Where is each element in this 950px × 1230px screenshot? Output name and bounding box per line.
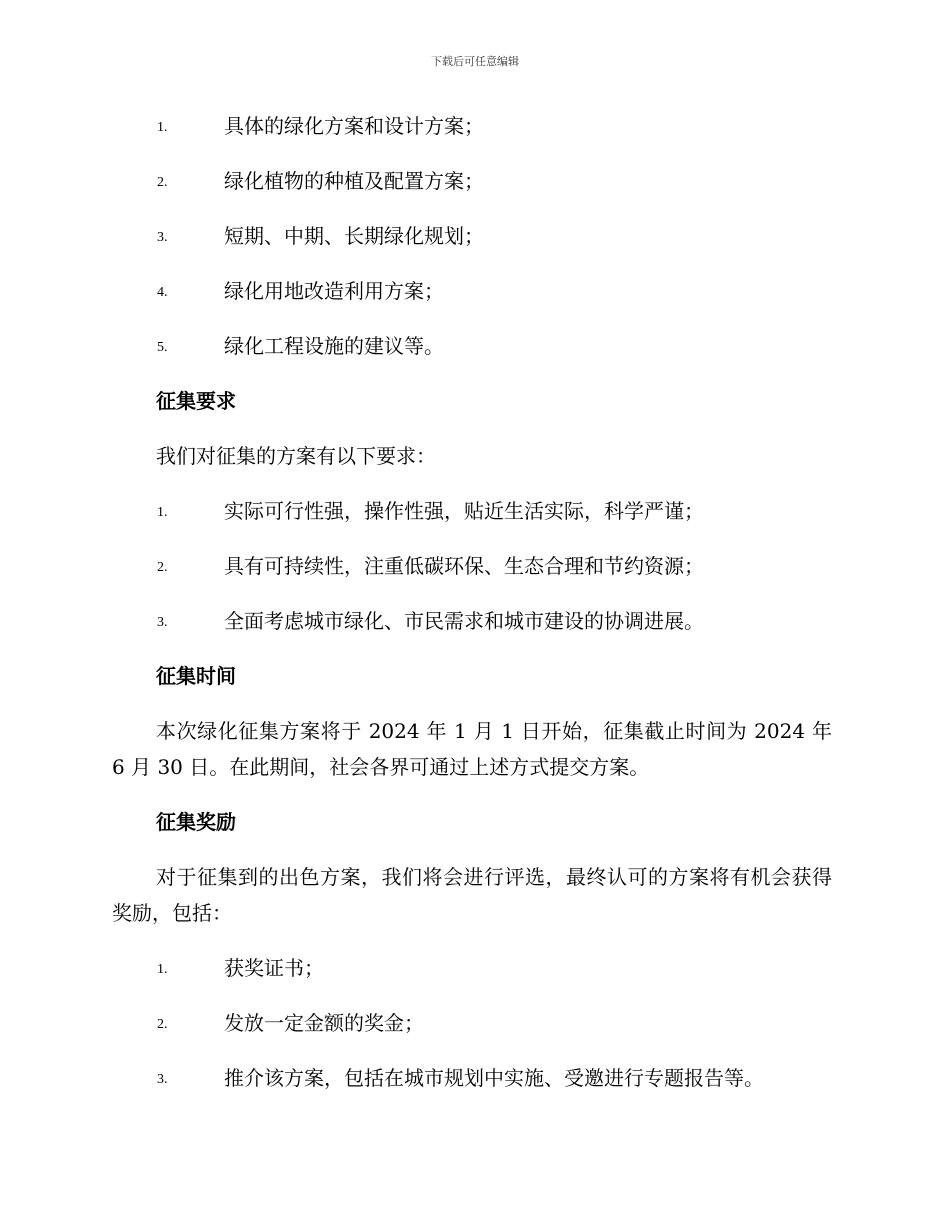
list-text: 获奖证书； [224,956,324,980]
list-item [112,218,832,273]
list-number: 3. [157,1072,168,1087]
list-item [112,548,832,603]
list-number: 2. [157,175,168,190]
list-item [112,163,832,218]
document-body [112,108,832,1115]
list-item [112,1060,832,1115]
list-number: 1. [157,505,168,520]
list-item [112,328,832,383]
section-heading-requirements: 征集要求 [156,389,236,413]
list-text: 短期、中期、长期绿化规划； [224,224,484,248]
list-text: 发放一定金额的奖金； [224,1011,424,1035]
list-text: 绿化用地改造利用方案； [224,279,444,303]
list-text: 实际可行性强，操作性强，贴近生活实际，科学严谨； [224,499,704,523]
time-paragraph: 本次绿化征集方案将于 2024 年 1 月 1 日开始，征集截止时间为 2024 年 6 月 30 日。在此期间，社会各界可通过上述方式提交方案。 [112,719,832,779]
section-heading-awards: 征集奖励 [156,810,236,834]
awards-paragraph: 对于征集到的出色方案，我们将会进行评选，最终认可的方案将有机会获得奖励，包括： [112,865,832,925]
list-item [112,273,832,328]
section-heading-time: 征集时间 [156,664,236,688]
list-item [112,108,832,163]
list-text: 推介该方案，包括在城市规划中实施、受邀进行专题报告等。 [224,1066,764,1090]
list-item [112,950,832,1005]
list-number: 2. [157,560,168,575]
list-number: 3. [157,230,168,245]
list-item [112,1005,832,1060]
page-header: 下载后可任意编辑 [431,55,519,68]
list-number: 1. [157,120,168,135]
list-item [112,493,832,548]
list-text: 具体的绿化方案和设计方案； [224,114,484,138]
requirements-intro: 我们对征集的方案有以下要求： [156,444,436,468]
list-text: 具有可持续性，注重低碳环保、生态合理和节约资源； [224,554,704,578]
list-number: 4. [157,285,168,300]
list-text: 绿化工程设施的建议等。 [224,334,444,358]
list-number: 1. [157,962,168,977]
list-number: 2. [157,1017,168,1032]
list-text: 绿化植物的种植及配置方案； [224,169,484,193]
list-number: 3. [157,615,168,630]
list-item [112,603,832,658]
list-text: 全面考虑城市绿化、市民需求和城市建设的协调进展。 [224,609,704,633]
list-number: 5. [157,340,168,355]
